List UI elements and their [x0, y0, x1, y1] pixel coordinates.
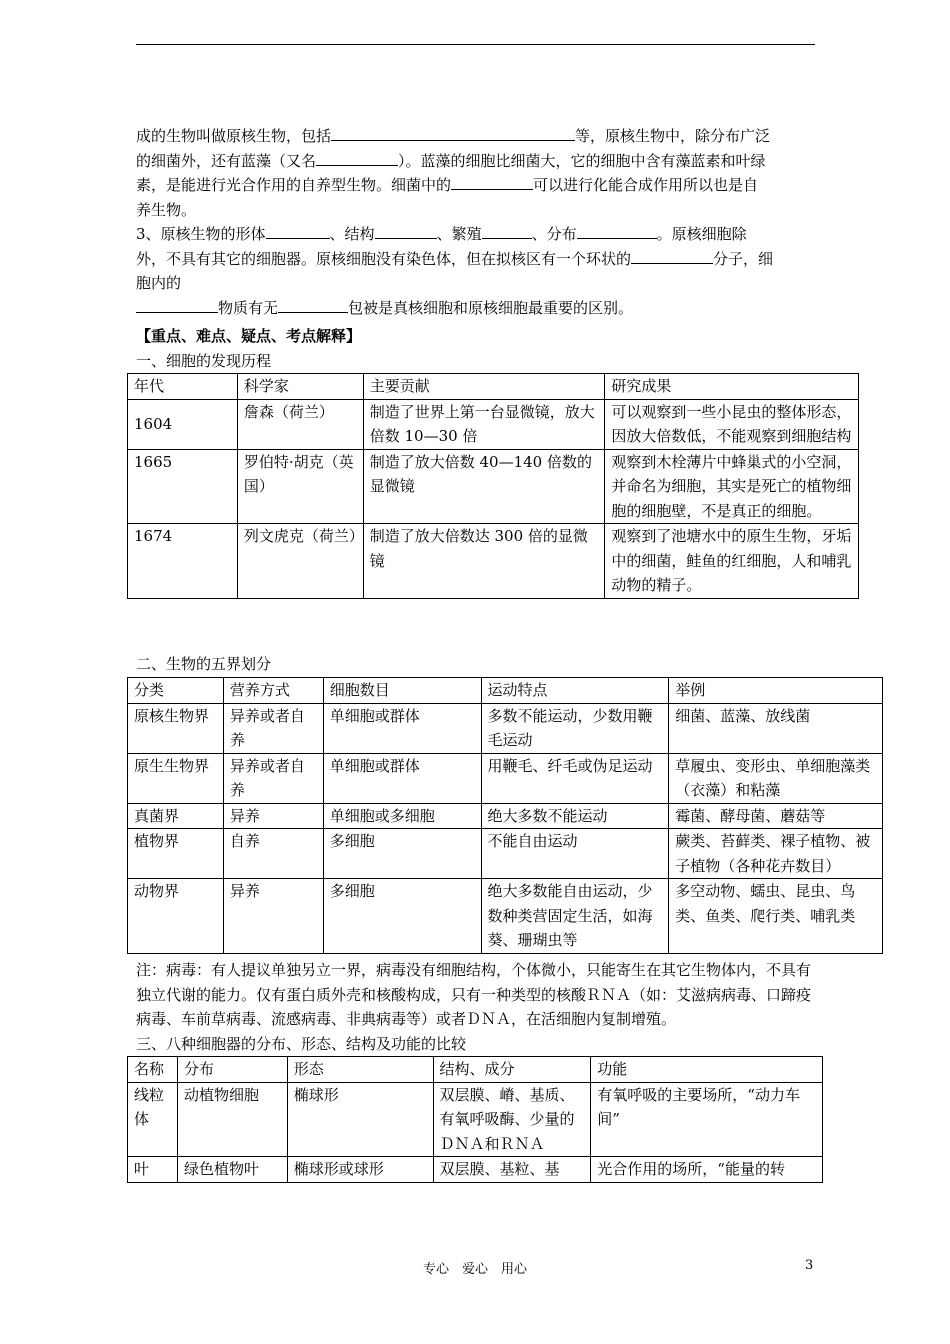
table-row: [128, 703, 883, 753]
footer-slogan: 专心 爱心 用心: [422, 1262, 527, 1277]
intro-text: 、繁殖: [436, 225, 482, 243]
table-header: 结构、成分: [433, 1057, 591, 1083]
discovery-table: [127, 373, 859, 599]
table-cell: 真菌界: [128, 803, 224, 829]
intro-text: 3、原核生物的形体: [136, 225, 266, 243]
table-header-row: [128, 678, 883, 704]
table-cell: 动物界: [128, 879, 224, 954]
table-cell: 1665: [128, 449, 238, 524]
table-row: [128, 1157, 823, 1183]
header-rule: [136, 44, 815, 45]
table-row: [128, 879, 883, 954]
table-cell: 罗伯特·胡克（英国）: [237, 449, 363, 524]
table-cell: 可以观察到一些小昆虫的整体形态，因放大倍数低，不能观察到细胞结构: [605, 399, 859, 449]
table-header: 科学家: [237, 374, 363, 400]
table-cell: 制造了世界上第一台显微镜，放大倍数 10—30 倍: [363, 399, 605, 449]
table-cell: 草履虫、变形虫、单细胞藻类（衣藻）和粘藻: [669, 753, 883, 803]
table-cell: 异养: [223, 879, 323, 954]
intro-text: 外，不具有其它的细胞器。原核细胞没有染色体，但在拟核区有一个环状的: [136, 249, 632, 268]
fill-blank: [631, 248, 713, 264]
intro-text: 物质有无: [218, 298, 279, 317]
intro-text: 。原核细胞除: [656, 225, 747, 243]
intro-text: 可以进行化能合成作用所以也是自: [533, 176, 759, 194]
table-cell: 1674: [128, 524, 238, 599]
intro-text: 包被是真核细胞和原核细胞最重要的区别。: [348, 298, 634, 317]
table-row: [128, 829, 883, 879]
fill-blank: [577, 223, 657, 239]
table-cell: 双层膜、基粒、基: [433, 1157, 591, 1183]
table-cell: 1604: [128, 399, 238, 449]
key-points-heading: 【重点、难点、疑点、考点解释】: [136, 327, 362, 345]
table-cell: 制造了放大倍数 40—140 倍数的显微镜: [363, 449, 605, 524]
table-cell: 不能自由运动: [481, 829, 669, 879]
intro-text: 、结构: [329, 225, 375, 243]
table-cell: 霉菌、酵母菌、蘑菇等: [669, 803, 883, 829]
table-header: 分布: [177, 1057, 287, 1083]
table-cell: 詹森（荷兰）: [237, 399, 363, 449]
table-cell: 蕨类、苔藓类、裸子植物、被子植物（各种花卉数目）: [669, 829, 883, 879]
intro-text: 成的生物叫做原核生物，包括: [136, 127, 332, 145]
table-header: 功能: [591, 1057, 823, 1083]
table-cell: 动植物细胞: [177, 1082, 287, 1157]
table-cell: 原生生物界: [128, 753, 224, 803]
table-cell: 多空动物、蠕虫、昆虫、鸟类、鱼类、爬行类、哺乳类: [669, 879, 883, 954]
table-row: [128, 753, 883, 803]
table-cell: 原核生物界: [128, 703, 224, 753]
table-cell: 列文虎克（荷兰）: [237, 524, 363, 599]
fill-blank: [375, 223, 437, 239]
intro-text: 分子，细: [713, 249, 774, 268]
table-cell: 叶: [128, 1157, 178, 1183]
table-cell: 观察到了池塘水中的原生生物，牙垢中的细菌，鲑鱼的红细胞，人和哺乳动物的精子。: [605, 524, 859, 599]
table-cell: 绿色植物叶: [177, 1157, 287, 1183]
table-row: [128, 449, 859, 524]
table-header-row: [128, 374, 859, 400]
fill-blank: [278, 297, 348, 313]
table-row: [128, 1082, 823, 1157]
table-cell: 椭球形: [287, 1082, 433, 1157]
table-header: 营养方式: [223, 678, 323, 704]
table-cell: 异养: [223, 803, 323, 829]
table-cell: 单细胞或群体: [323, 753, 481, 803]
fill-blank: [136, 297, 218, 313]
intro-text: 胞内的: [136, 274, 182, 292]
table-cell: 异养或者自养: [223, 753, 323, 803]
section-title: 一、细胞的发现历程: [136, 352, 272, 370]
table-cell: 异养或者自养: [223, 703, 323, 753]
fill-blank: [451, 174, 533, 190]
section-title: 二、生物的五界划分: [136, 655, 272, 673]
table-cell: 自养: [223, 829, 323, 879]
fill-blank: [482, 223, 532, 239]
table-cell: 植物界: [128, 829, 224, 879]
table-cell: 单细胞或群体: [323, 703, 481, 753]
organelle-table: [127, 1056, 823, 1183]
table-cell: 光合作用的场所，“能量的转: [591, 1157, 823, 1183]
fill-blank: [316, 150, 398, 166]
table-header: 年代: [128, 374, 238, 400]
intro-text: 的细菌外，还有蓝藻（又名: [136, 151, 317, 170]
table-cell: 细菌、蓝藻、放线菌: [669, 703, 883, 753]
table-cell: 制造了放大倍数达 300 倍的显微镜: [363, 524, 605, 599]
table-header: 主要贡献: [363, 374, 605, 400]
table-cell: 双层膜、嵴、基质、有氧呼吸酶、少量的ＤＮＡ和ＲＮＡ: [433, 1082, 591, 1157]
table-cell: 多数不能运动，少数用鞭毛运动: [481, 703, 669, 753]
page-number: 3: [805, 1258, 814, 1273]
intro-text: 、分布: [531, 225, 577, 243]
section-title: 三、八种细胞器的分布、形态、结构及功能的比较: [136, 1035, 467, 1053]
table-cell: 用鞭毛、纤毛或伪足运动: [481, 753, 669, 803]
table-header: 形态: [287, 1057, 433, 1083]
fill-blank: [266, 223, 330, 239]
table-cell: 绝大多数不能运动: [481, 803, 669, 829]
table-header-row: [128, 1057, 823, 1083]
intro-text: 养生物。: [136, 200, 197, 219]
intro-text: 等，原核生物中，除分布广泛: [575, 127, 771, 145]
table-header: 分类: [128, 678, 224, 704]
table-header: 研究成果: [605, 374, 859, 400]
table-cell: 绝大多数能自由运动，少数种类营固定生活，如海葵、珊瑚虫等: [481, 879, 669, 954]
table-cell: 有氧呼吸的主要场所，“动力车间”: [591, 1082, 823, 1157]
table-header: 细胞数目: [323, 678, 481, 704]
table-cell: 线粒体: [128, 1082, 178, 1157]
table-cell: 椭球形或球形: [287, 1157, 433, 1183]
table-cell: 单细胞或多细胞: [323, 803, 481, 829]
table-header: 名称: [128, 1057, 178, 1083]
intro-paragraph: [136, 124, 816, 320]
intro-text: 素，是能进行光合作用的自养型生物。细菌中的: [136, 176, 452, 194]
table-row: [128, 524, 859, 599]
table-header: 运动特点: [481, 678, 669, 704]
table-cell: 观察到木栓薄片中蜂巢式的小空洞，并命名为细胞，其实是死亡的植物细胞的细胞壁，不是真正的细胞。: [605, 449, 859, 524]
intro-text: ）。蓝藻的细胞比细菌大，它的细胞中含有藻蓝素和叶绿: [398, 151, 766, 170]
five-kingdoms-table: [127, 677, 883, 954]
table-cell: 多细胞: [323, 829, 481, 879]
table-row: [128, 399, 859, 449]
virus-note: 注：病毒：有人提议单独另立一界，病毒没有细胞结构，个体微小，只能寄生在其它生物体内，不具有独立代谢的能力。仅有蛋白质外壳和核酸构成，只有一种类型的核酸ＲＮＡ（如：艾滋病病毒、口蹄疫病毒、车前草病毒、流感病毒、非典病毒等）或者ＤＮＡ，在活细胞内复制增殖。: [136, 961, 812, 1028]
table-cell: 多细胞: [323, 879, 481, 954]
table-row: [128, 803, 883, 829]
fill-blank: [331, 125, 575, 141]
table-header: 举例: [669, 678, 883, 704]
